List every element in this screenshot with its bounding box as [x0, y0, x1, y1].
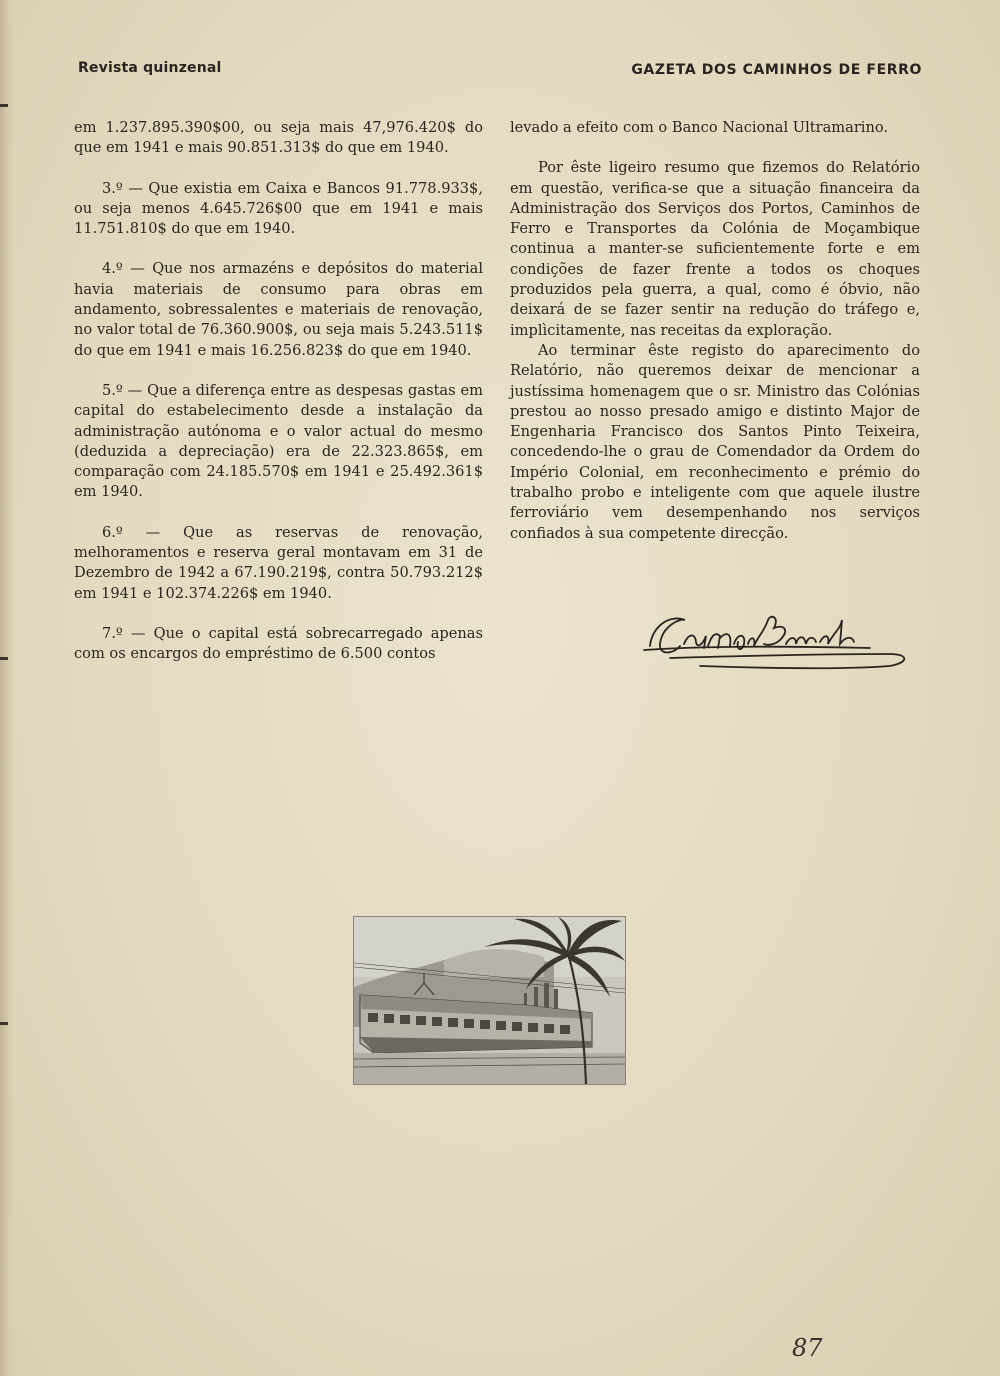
right-text-column	[510, 118, 920, 544]
paragraph-item-6: 6.º — Que as reservas de renovação, melhoramentos e reserva geral montavam em 31 de Dezembro de 1942 a 67.190.219$, contra 50.793.212$ em 1941 e 102.374.226$ em 1940.	[74, 523, 483, 602]
paragraph-item-4: 4.º — Que nos armazéns e depósitos do material havia materiais de consumo para obras em andamento, sobressalentes e materiais de renovação, no valor total de 76.360.900$, ou seja mais 5.243.511$ do que em 1941 e mais 16.256.823$ do que em 1940.	[74, 260, 483, 359]
paragraph-item-7: 7.º — Que o capital está sobrecarregado apenas com os encargos do empréstimo de 6.500 contos	[74, 624, 483, 663]
signature-drawing	[640, 606, 915, 674]
train-illustration	[353, 916, 626, 1085]
paragraph-homage: Ao terminar êste registo do aparecimento do Relatório, não queremos deixar de mencionar a justíssima homenagem que o sr. Ministro das Colónias prestou ao nosso presado amigo e distinto Major de Engenharia Francisco dos Santos Pinto Teixeira, concedendo-lhe o grau de Comendador da Ordem do Império Colonial, em reconhecimento e prémio do trabalho probo e inteligente com que aquele ilustre ferroviário vem desempenhando nos serviços confiados à sua competente direcção.	[510, 341, 920, 542]
running-header-right: GAZETA DOS CAMINHOS DE FERRO	[631, 62, 922, 78]
paragraph-item-5: 5.º — Que a diferença entre as despesas gastas em capital do estabelecimento desde a instalação da administração autónoma e o valor actual do mesmo (deduzida a depreciação) era de 22.323.865$, em comparação com 24.185.570$ em 1941 e 25.492.361$ em 1940.	[74, 381, 483, 501]
running-header-left: Revista quinzenal	[78, 60, 222, 76]
paragraph-item-3: 3.º — Que existia em Caixa e Bancos 91.778.933$, ou seja menos 4.645.726$00 que em 1941 e mais 11.751.810$ do que em 1940.	[74, 179, 483, 238]
edge-mark	[0, 1022, 8, 1025]
paragraph-continuation: levado a efeito com o Banco Nacional Ultramarino.	[510, 119, 889, 136]
paragraph-summary: Por êste ligeiro resumo que fizemos do Relatório em questão, verifica-se que a situação financeira da Administração dos Serviços dos Portos, Caminhos de Ferro e Transportes da Colónia de Moçambique continua a manter-se suficientemente forte e em condições de fazer frente a todos os choques produzidos pela guerra, a qual, como é óbvio, não deixará de se fazer sentir na redução do tráfego e, implìcitamente, nas receitas da exploração.	[510, 159, 920, 339]
page-number: 87	[792, 1334, 823, 1362]
author-signature	[640, 606, 915, 674]
left-text-column	[74, 118, 483, 665]
electric-train-picture	[354, 917, 625, 1084]
edge-mark	[0, 104, 8, 107]
edge-mark	[0, 657, 8, 660]
paragraph-continuation: em 1.237.895.390$00, ou seja mais 47,976.420$ do que em 1941 e mais 90.851.313$ do que em 1940.	[74, 119, 483, 157]
page-binding-edge	[0, 0, 14, 1376]
